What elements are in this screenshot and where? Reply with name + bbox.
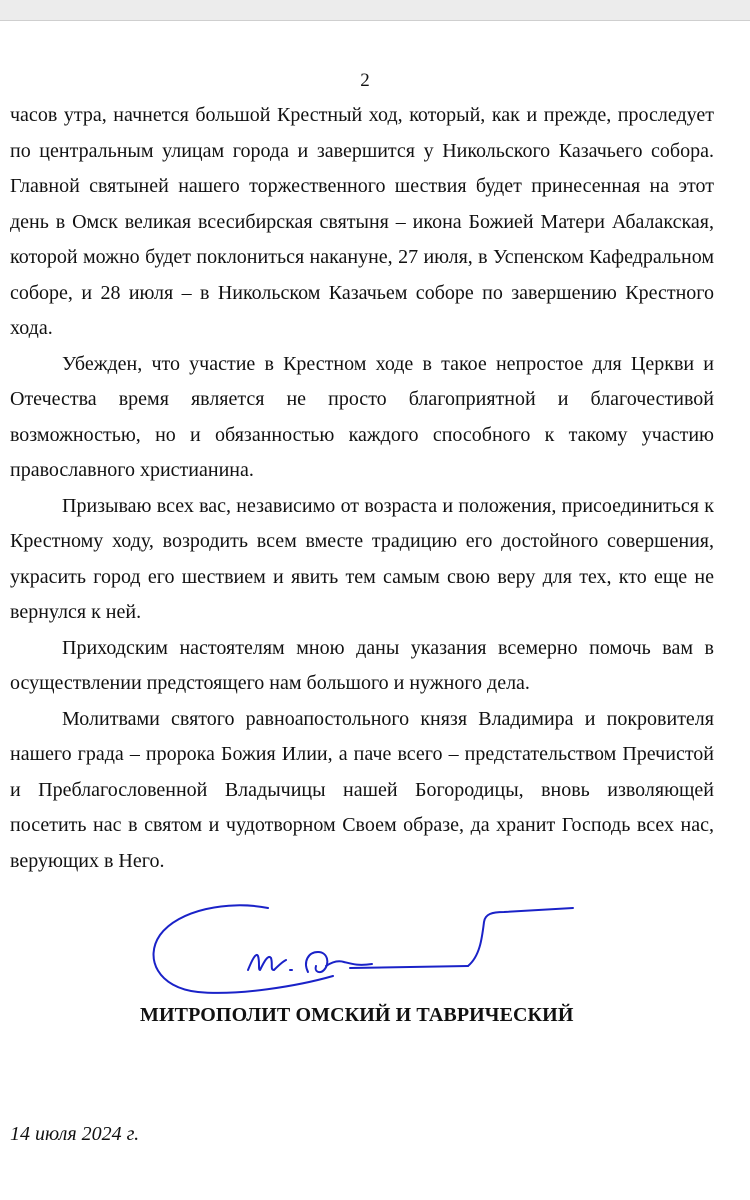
- handwritten-signature: [148, 900, 588, 1000]
- paragraph-procession: часов утра, начнется большой Крестный ход, который, как и прежде, проследует по центральным улицам города и завершится у Никольского Казачьего собора. Главной святыней нашего торжественного шествия будет принесенная на этот день в Омск великая всесибирская святыня – икона Божией Матери Абалакская, которой можно будет поклониться накануне, 27 июля, в Успенском Кафедральном соборе, и 28 июля – в Никольском Казачьем соборе по завершению Крестного хода.: [10, 104, 714, 339]
- document-date: 14 июля 2024 г.: [10, 1123, 140, 1145]
- paragraph-blessing: Молитвами святого равноапостольного князя Владимира и покровителя нашего града – пророка Божия Илии, а паче всего – предстательством Пречистой и Преблагословенной Владычицы нашей Богородицы, вновь изволяющей посетить нас в святом и чудотворном Своем образе, да хранит Господь всех нас, верующих в Него.: [10, 707, 714, 872]
- viewer-top-bar: [0, 0, 750, 21]
- page-number: 2: [360, 70, 370, 91]
- signatory-title: МИТРОПОЛИТ ОМСКИЙ И ТАВРИЧЕСКИЙ: [140, 1004, 574, 1026]
- paragraph-conviction: Убежден, что участие в Крестном ходе в такое непростое для Церкви и Отечества время является не просто благоприятной и благочестивой возможностью, но и обязанностью каждого способного к такому участию православного христианина.: [10, 352, 714, 481]
- paragraph-appeal: Призываю всех вас, независимо от возраста и положения, присоединиться к Крестному ходу, возродить всем вместе традицию его достойного совершения, украсить город его шествием и явить тем самым свою веру для тех, кто еще не вернулся к ней.: [10, 494, 714, 623]
- letter-body: [10, 98, 714, 879]
- paragraph-instructions: Приходским настоятелям мною даны указания всемерно помочь вам в осуществлении предстоящего нам большого и нужного дела.: [10, 636, 714, 694]
